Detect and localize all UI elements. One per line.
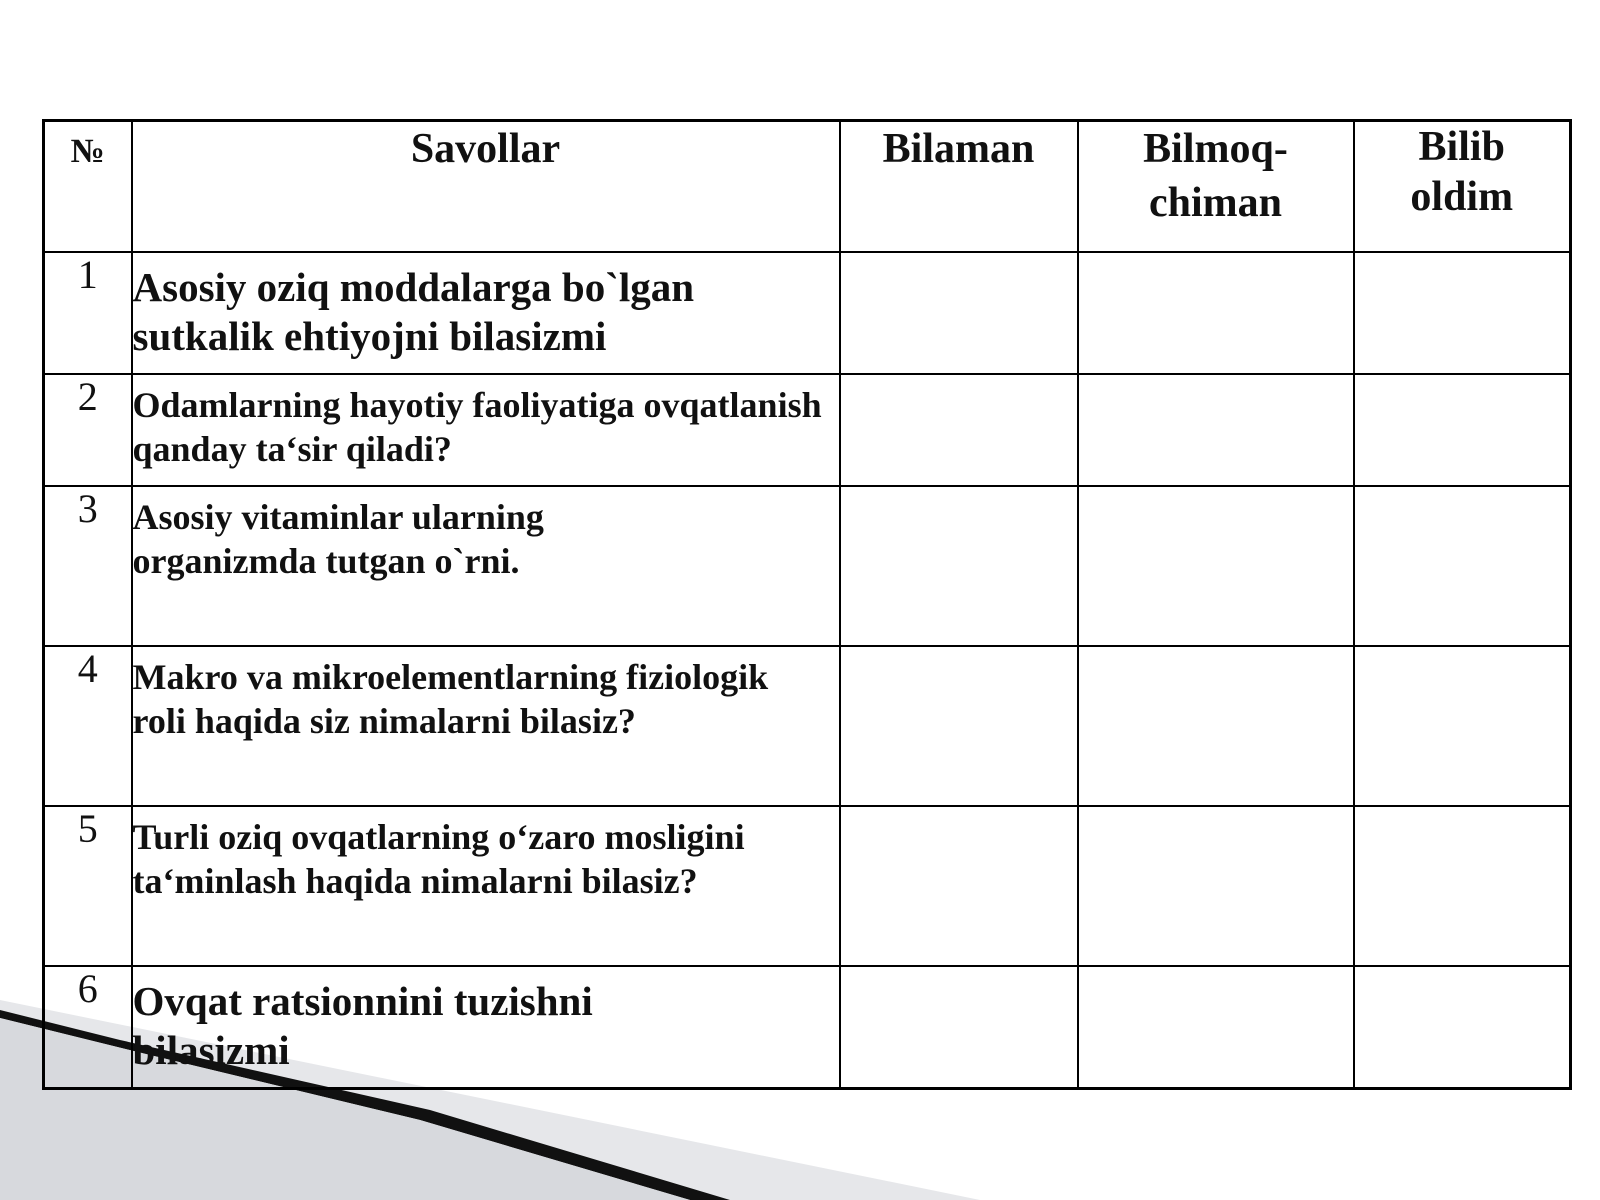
row-number: 2 bbox=[44, 374, 132, 486]
cell-learned[interactable] bbox=[1354, 486, 1571, 646]
row-number: 6 bbox=[44, 966, 132, 1089]
cell-know[interactable] bbox=[840, 806, 1078, 966]
cell-want-to-know[interactable] bbox=[1078, 486, 1354, 646]
table-row bbox=[44, 806, 1571, 966]
header-know: Bilaman bbox=[840, 121, 1078, 252]
cell-want-to-know[interactable] bbox=[1078, 252, 1354, 374]
header-learned-line1: Bilib bbox=[1418, 124, 1505, 170]
row-number: 5 bbox=[44, 806, 132, 966]
cell-know[interactable] bbox=[840, 646, 1078, 806]
row-number: 1 bbox=[44, 252, 132, 374]
cell-know[interactable] bbox=[840, 374, 1078, 486]
table-header-row bbox=[44, 121, 1571, 252]
cell-want-to-know[interactable] bbox=[1078, 966, 1354, 1089]
cell-know[interactable] bbox=[840, 486, 1078, 646]
header-learned-line2: oldim bbox=[1410, 174, 1514, 220]
row-question: Makro va mikroelementlarning fiziologik roli haqida siz nimalarni bilasiz? bbox=[132, 646, 840, 806]
header-questions: Savollar bbox=[132, 121, 840, 252]
header-want-line1: Bilmoq- bbox=[1143, 126, 1288, 172]
header-want-to-know bbox=[1078, 121, 1354, 252]
table-row bbox=[44, 646, 1571, 806]
cell-learned[interactable] bbox=[1354, 374, 1571, 486]
cell-know[interactable] bbox=[840, 966, 1078, 1089]
table-row bbox=[44, 374, 1571, 486]
header-number: № bbox=[44, 121, 132, 252]
cell-want-to-know[interactable] bbox=[1078, 806, 1354, 966]
table-row bbox=[44, 966, 1571, 1089]
cell-learned[interactable] bbox=[1354, 252, 1571, 374]
row-question: Odamlarning hayotiy faoliyatiga ovqatlanish qanday ta‘sir qiladi? bbox=[132, 374, 840, 486]
cell-learned[interactable] bbox=[1354, 966, 1571, 1089]
table-row bbox=[44, 486, 1571, 646]
row-question: Asosiy vitaminlar ularning organizmda tutgan o`rni. bbox=[132, 486, 840, 646]
header-learned bbox=[1354, 121, 1571, 252]
cell-know[interactable] bbox=[840, 252, 1078, 374]
row-number: 3 bbox=[44, 486, 132, 646]
row-question: Turli oziq ovqatlarning o‘zaro mosligini ta‘minlash haqida nimalarni bilasiz? bbox=[132, 806, 840, 966]
header-want-line2: chiman bbox=[1148, 180, 1282, 226]
kwl-question-table bbox=[42, 119, 1572, 1090]
row-number: 4 bbox=[44, 646, 132, 806]
cell-learned[interactable] bbox=[1354, 806, 1571, 966]
row-question: Asosiy oziq moddalarga bo`lgan sutkalik ehtiyojni bilasizmi bbox=[132, 252, 840, 374]
table-row bbox=[44, 252, 1571, 374]
cell-learned[interactable] bbox=[1354, 646, 1571, 806]
cell-want-to-know[interactable] bbox=[1078, 374, 1354, 486]
cell-want-to-know[interactable] bbox=[1078, 646, 1354, 806]
row-question: Ovqat ratsionnini tuzishni bilasizmi bbox=[132, 966, 840, 1089]
